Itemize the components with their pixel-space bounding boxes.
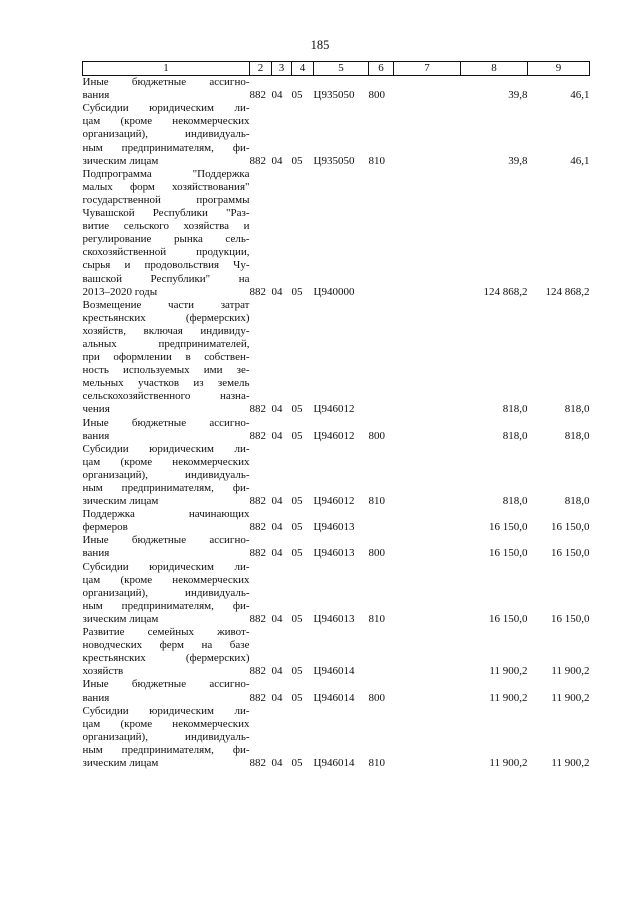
amount-year-2-cell: 124 868,2 [545, 285, 590, 298]
row-name-line: сельскохозяйственного назна- [82, 390, 250, 403]
row-name-line: зическим лицам [82, 756, 159, 769]
amount-year-2-cell: 46,1 [570, 154, 590, 167]
subsection-code-cell: 05 [291, 403, 303, 416]
section-code-cell: 04 [271, 403, 283, 416]
amount-year-1-cell: 124 868,2 [483, 285, 528, 298]
amount-year-1-cell: 11 900,2 [489, 691, 528, 704]
row-name-cell [83, 705, 250, 770]
row-name-line: фермеров [82, 521, 128, 534]
column-7-cell [394, 417, 461, 443]
column-header-7: 7 [394, 62, 461, 76]
column-header-4: 4 [292, 62, 314, 76]
subsection-code-cell: 05 [291, 612, 303, 625]
row-name-line: зическим лицам [82, 612, 159, 625]
column-header-9: 9 [528, 62, 590, 76]
amount-year-2-cell: 16 150,0 [551, 547, 590, 560]
target-code-cell: Ц935050 [313, 154, 355, 167]
admin-code-cell: 882 [249, 285, 266, 298]
column-7-cell [394, 102, 461, 167]
amount-year-1-cell: 16 150,0 [489, 521, 528, 534]
column-header-6: 6 [369, 62, 394, 76]
row-name-line: цам (кроме некоммерческих [82, 115, 250, 128]
column-header-3: 3 [272, 62, 292, 76]
column-7-cell [394, 168, 461, 299]
expense-type-cell: 810 [368, 756, 385, 769]
row-name-cell [83, 626, 250, 678]
row-name-line: при оформлении в собствен- [82, 351, 250, 364]
subsection-code-cell: 05 [291, 89, 303, 102]
column-7-cell [394, 705, 461, 770]
row-name-cell [83, 508, 250, 534]
subsection-code-cell: 05 [291, 547, 303, 560]
target-code-cell: Ц946014 [313, 756, 355, 769]
admin-code-cell: 882 [249, 403, 266, 416]
row-name-line: ным предпринимателям, фи- [82, 482, 250, 494]
row-name-cell [83, 299, 250, 417]
section-code-cell: 04 [271, 521, 283, 534]
row-name-line: зическим лицам [82, 154, 159, 167]
target-code-cell: Ц946013 [313, 547, 355, 560]
row-name-line: регулирование рынка сель- [82, 233, 250, 246]
table-row [83, 534, 590, 560]
amount-year-1-cell: 16 150,0 [489, 547, 528, 560]
header-row [83, 62, 590, 76]
subsection-code-cell: 05 [291, 665, 303, 678]
row-name-line: альных предпринимателей, [82, 337, 250, 350]
row-name-cell [83, 417, 250, 443]
expense-type-cell: 800 [368, 89, 385, 102]
admin-code-cell: 882 [249, 691, 266, 704]
row-name-line: государственной программы [82, 193, 250, 206]
expense-type-cell: 800 [368, 691, 385, 704]
amount-year-2-cell: 11 900,2 [551, 691, 590, 704]
section-code-cell: 04 [271, 756, 283, 769]
column-7-cell [394, 626, 461, 678]
subsection-code-cell: 05 [291, 521, 303, 534]
page-number: 185 [310, 38, 330, 52]
row-name-line: цам (кроме некоммерческих [82, 717, 250, 730]
target-code-cell: Ц946013 [313, 612, 355, 625]
section-code-cell: 04 [271, 285, 283, 298]
target-code-cell: Ц946014 [313, 665, 355, 678]
section-code-cell: 04 [271, 429, 283, 442]
row-name-line: малых форм хозяйствования" [82, 180, 250, 193]
target-code-cell: Ц940000 [313, 285, 355, 298]
expense-type-cell: 800 [368, 547, 385, 560]
target-code-cell: Ц946012 [313, 403, 355, 416]
amount-year-2-cell: 818,0 [564, 429, 590, 442]
amount-year-2-cell: 11 900,2 [551, 756, 590, 769]
row-name-line: вания [82, 429, 110, 442]
amount-year-1-cell: 11 900,2 [489, 665, 528, 678]
row-name-line: организаций), индивидуаль- [82, 586, 250, 599]
row-name-line: витие сельского хозяйства и [82, 220, 250, 233]
section-code-cell: 04 [271, 154, 283, 167]
admin-code-cell: 882 [249, 495, 266, 508]
row-name-line: сырья и продовольствия Чу- [82, 259, 250, 272]
column-7-cell [394, 534, 461, 560]
admin-code-cell: 882 [249, 756, 266, 769]
admin-code-cell: 882 [249, 665, 266, 678]
target-code-cell: Ц935050 [313, 89, 355, 102]
admin-code-cell: 882 [249, 154, 266, 167]
row-name-line: Возмещение части затрат [82, 298, 250, 311]
column-header-2: 2 [250, 62, 272, 76]
admin-code-cell: 882 [249, 547, 266, 560]
amount-year-1-cell: 818,0 [502, 429, 528, 442]
column-7-cell [394, 443, 461, 508]
table-row [83, 443, 590, 508]
column-header-8: 8 [461, 62, 528, 76]
row-name-line: скохозяйственной продукции, [82, 246, 250, 259]
amount-year-1-cell: 39,8 [508, 89, 528, 102]
amount-year-1-cell: 16 150,0 [489, 612, 528, 625]
amount-year-1-cell: 39,8 [508, 154, 528, 167]
expense-type-cell [369, 168, 394, 299]
column-header-1: 1 [83, 62, 250, 76]
row-name-line: Субсидии юридическим ли- [82, 442, 250, 455]
row-name-line: Иные бюджетные ассигно- [82, 534, 250, 547]
table-row [83, 168, 590, 299]
row-name-line: Иные бюджетные ассигно- [82, 416, 250, 429]
table-body [83, 76, 590, 770]
row-name-line: вания [82, 89, 110, 102]
table-row [83, 102, 590, 167]
column-7-cell [394, 508, 461, 534]
row-name-cell [83, 534, 250, 560]
section-code-cell: 04 [271, 89, 283, 102]
row-name-line: вания [82, 691, 110, 704]
admin-code-cell: 882 [249, 89, 266, 102]
table-row [83, 561, 590, 626]
row-name-line: вания [82, 547, 110, 560]
row-name-line: цам (кроме некоммерческих [82, 455, 250, 468]
amount-year-2-cell: 818,0 [564, 403, 590, 416]
expense-type-cell: 800 [368, 429, 385, 442]
row-name-line: зическим лицам [82, 495, 159, 508]
row-name-line: Подпрограмма "Поддержка [82, 167, 250, 180]
section-code-cell: 04 [271, 665, 283, 678]
row-name-line: хозяйств [82, 665, 124, 678]
column-7-cell [394, 76, 461, 103]
row-name-cell [83, 678, 250, 704]
table-row [83, 626, 590, 678]
amount-year-1-cell: 818,0 [502, 495, 528, 508]
subsection-code-cell: 05 [291, 691, 303, 704]
expense-type-cell: 810 [368, 612, 385, 625]
row-name-line: Субсидии юридическим ли- [82, 704, 250, 717]
target-code-cell: Ц946012 [313, 429, 355, 442]
section-code-cell: 04 [271, 547, 283, 560]
amount-year-2-cell: 11 900,2 [551, 665, 590, 678]
row-name-line: ным предпринимателям, фи- [82, 599, 250, 612]
row-name-line: крестьянских (фермерских) [82, 652, 250, 665]
row-name-line: Субсидии юридическим ли- [82, 560, 250, 573]
amount-year-1-cell: 818,0 [502, 403, 528, 416]
subsection-code-cell: 05 [291, 495, 303, 508]
row-name-line: крестьянских (фермерских) [82, 311, 250, 324]
column-7-cell [394, 678, 461, 704]
admin-code-cell: 882 [249, 521, 266, 534]
table-row [83, 76, 590, 103]
row-name-line: ным предпринимателям, фи- [82, 743, 250, 756]
column-7-cell [394, 561, 461, 626]
row-name-line: 2013–2020 годы [82, 285, 158, 298]
row-name-line: вашской Республики" на [82, 272, 250, 285]
table-row [83, 299, 590, 417]
target-code-cell: Ц946012 [313, 495, 355, 508]
amount-year-2-cell: 16 150,0 [551, 521, 590, 534]
budget-table [82, 61, 590, 770]
section-code-cell: 04 [271, 691, 283, 704]
row-name-line: новодческих ферм на базе [82, 639, 250, 652]
section-code-cell: 04 [271, 612, 283, 625]
row-name-line: хозяйств, включая индивиду- [82, 324, 250, 337]
row-name-line: организаций), индивидуаль- [82, 128, 250, 141]
section-code-cell: 04 [271, 495, 283, 508]
row-name-line: Чувашской Республики "Раз- [82, 207, 250, 220]
row-name-line: организаций), индивидуаль- [82, 468, 250, 481]
row-name-line: организаций), индивидуаль- [82, 730, 250, 743]
row-name-line: Иные бюджетные ассигно- [82, 76, 250, 89]
amount-year-2-cell: 46,1 [570, 89, 590, 102]
amount-year-2-cell: 16 150,0 [551, 612, 590, 625]
expense-type-cell: 810 [368, 495, 385, 508]
row-name-line: чения [82, 403, 110, 416]
admin-code-cell: 882 [249, 612, 266, 625]
amount-year-1-cell: 11 900,2 [489, 756, 528, 769]
row-name-line: Развитие семейных живот- [82, 626, 250, 639]
table-row [83, 508, 590, 534]
expense-type-cell [369, 299, 394, 417]
expense-type-cell [369, 626, 394, 678]
row-name-cell [83, 561, 250, 626]
column-header-5: 5 [314, 62, 369, 76]
amount-year-2-cell: 818,0 [564, 495, 590, 508]
expense-type-cell [369, 508, 394, 534]
target-code-cell: Ц946013 [313, 521, 355, 534]
table-row [83, 705, 590, 770]
subsection-code-cell: 05 [291, 429, 303, 442]
admin-code-cell: 882 [249, 429, 266, 442]
row-name-line: Иные бюджетные ассигно- [82, 678, 250, 691]
subsection-code-cell: 05 [291, 154, 303, 167]
row-name-cell [83, 102, 250, 167]
row-name-line: ным предпринимателям, фи- [82, 141, 250, 154]
table-row [83, 417, 590, 443]
row-name-cell [83, 76, 250, 103]
row-name-line: Субсидии юридическим ли- [82, 102, 250, 115]
row-name-line: ность используемых ими зе- [82, 364, 250, 377]
row-name-line: мельных участков из земель [82, 377, 250, 390]
column-7-cell [394, 299, 461, 417]
table-row [83, 678, 590, 704]
row-name-cell [83, 168, 250, 299]
subsection-code-cell: 05 [291, 756, 303, 769]
row-name-line: цам (кроме некоммерческих [82, 573, 250, 586]
target-code-cell: Ц946014 [313, 691, 355, 704]
row-name-line: Поддержка начинающих [82, 508, 250, 521]
expense-type-cell: 810 [368, 154, 385, 167]
row-name-cell [83, 443, 250, 508]
subsection-code-cell: 05 [291, 285, 303, 298]
